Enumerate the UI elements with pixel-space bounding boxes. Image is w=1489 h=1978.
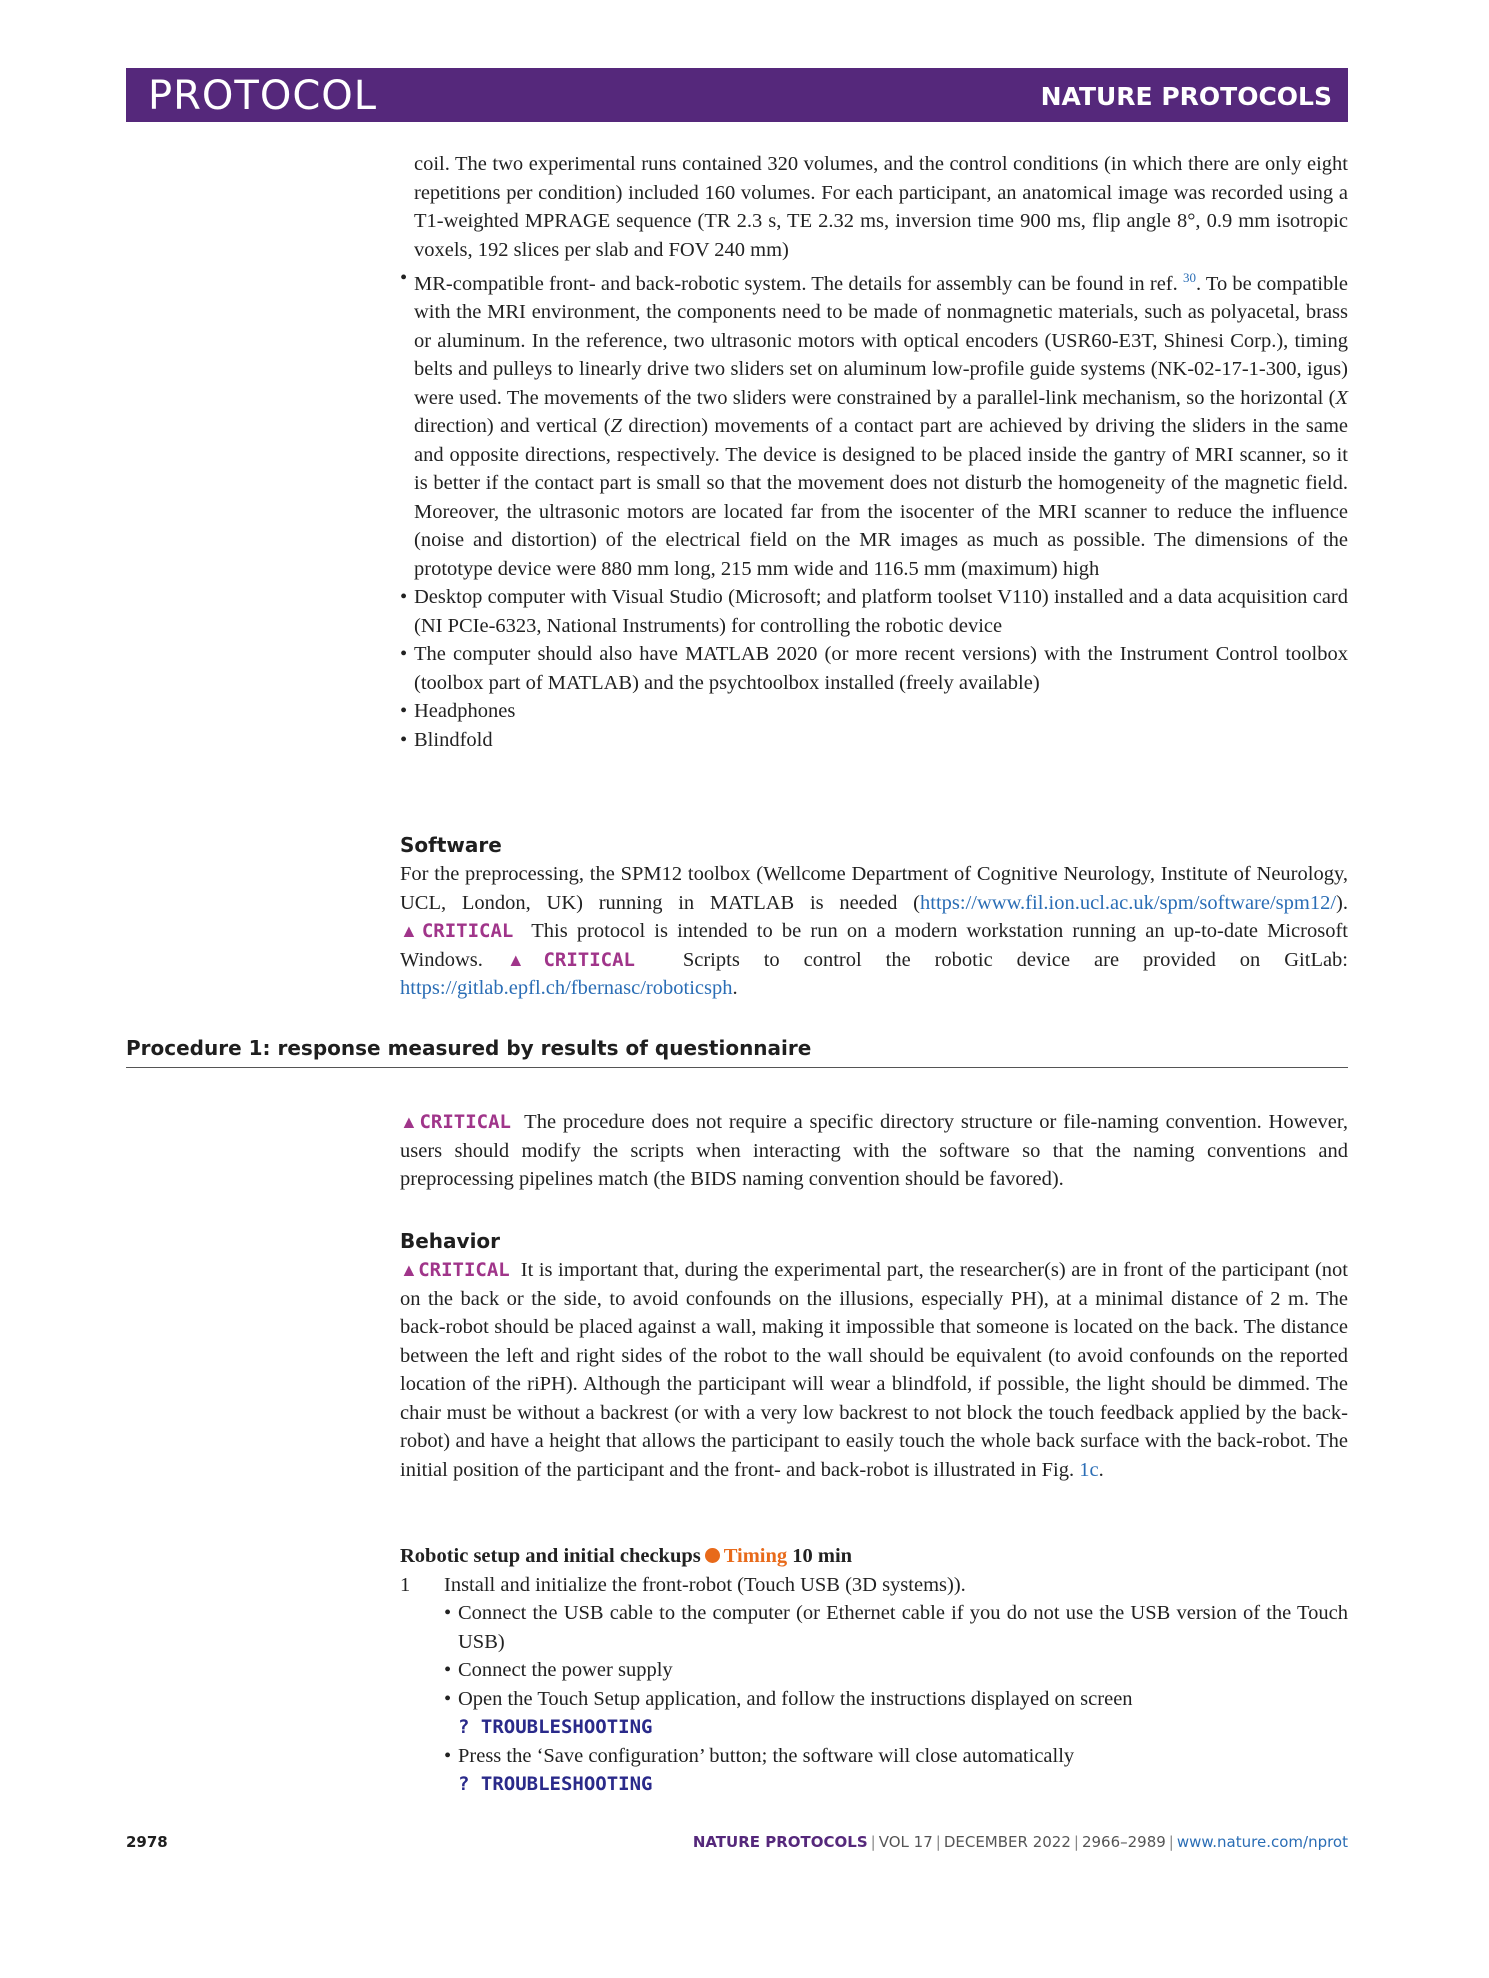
figure-link-1c[interactable]: 1c	[1079, 1458, 1099, 1481]
header-bar	[126, 68, 1348, 122]
robot-text-b: . To be compatible with the MRI environment, the components need to be made of nonmagnetic materials, such as polyacetal, brass or aluminum. In the reference, two ultrasonic motors with optical encoders (USR60-E3T, Shinesi Corp.), timing belts and pulleys to linearly drive two sliders set on aluminum low-profile guide systems (NK-02-17-1-300, igus) were used. The movements of the two sliders were constrained by a parallel-link mechanism, so the horizontal (	[414, 272, 1349, 409]
list-item-blindfold: • Blindfold	[400, 726, 1348, 755]
behavior-paragraph	[400, 1256, 1348, 1484]
timing-value: 10 min	[792, 1545, 853, 1567]
citation-line: NATURE PROTOCOLS | VOL 17 | DECEMBER 2022 | 2966–2989 | www.nature.com/nprot	[692, 1833, 1348, 1851]
section-type-label: PROTOCOL	[148, 73, 378, 119]
critical-label: CRITICAL	[543, 948, 635, 971]
critical-label: CRITICAL	[421, 920, 514, 942]
list-item-headphones: • Headphones	[400, 697, 1348, 726]
robot-text-a: MR-compatible front- and back-robotic system. The details for assembly can be found in ref.	[414, 272, 1178, 295]
software-heading: Software	[400, 833, 502, 857]
footer-volume: VOL 17	[878, 1833, 933, 1851]
procedure-heading: Procedure 1: response measured by results of questionnaire	[126, 1033, 1348, 1068]
step-bullet: • Open the Touch Setup application, and follow the instructions displayed on screen	[400, 1685, 1348, 1714]
page-number: 2978	[126, 1833, 168, 1851]
behavior-text-a: It is important that, during the experimental part, the researcher(s) are in front of the participant (not on the back or the side, to avoid confounds on the illusions, especially PH), at a minimal distance of 2 m. The back-robot should be placed against a wall, making it impossible that someone is located on the back. The distance between the left and right sides of the robot to the wall should be equivalent (to avoid confounds on the reported location of the riPH). Although the participant will wear a blindfold, if possible, the light should be dimmed. The chair must be without a backrest (or with a very low backrest to not block the touch feedback applied by the back-robot) and have a height that allows the participant to easily touch the whole back surface with the back-robot. The initial position of the participant and the front- and back-robot is illustrated in Fig.	[400, 1259, 1348, 1481]
troubleshooting-link[interactable]: ? TROUBLESHOOTING	[458, 1716, 653, 1738]
behavior-text-b: .	[1098, 1458, 1104, 1481]
footer-journal: NATURE PROTOCOLS	[692, 1833, 868, 1851]
critical-label: CRITICAL	[418, 1259, 510, 1281]
behavior-heading: Behavior	[400, 1229, 501, 1253]
critical-triangle-icon: ▲	[400, 921, 422, 941]
procedure-intro	[400, 1108, 1348, 1194]
step-bullet: • Connect the power supply	[400, 1656, 1348, 1685]
footer-pages: 2966–2989	[1081, 1833, 1166, 1851]
timing-label: Timing	[723, 1545, 788, 1567]
journal-header-label: NATURE PROTOCOLS	[1040, 82, 1332, 111]
robot-x-label: X	[1335, 386, 1348, 409]
paragraph-coil: coil. The two experimental runs contained 320 volumes, and the control conditions (in which there are only eight repetitions per condition) included 160 volumes. For each participant, an anatomical image was recorded using a T1-weighted MPRAGE sequence (TR 2.3 s, TE 2.32 ms, inversion time 900 ms, flip angle 8°, 0.9 mm isotropic voxels, 192 slices per slab and FOV 240 mm)	[414, 153, 1348, 261]
robotic-setup-title: Robotic setup and initial checkups	[400, 1545, 701, 1567]
procedure-intro-paragraph	[400, 1108, 1348, 1194]
page-footer	[126, 1830, 1348, 1854]
software-section	[400, 830, 1348, 1003]
spm12-link[interactable]: https://www.fil.ion.ucl.ac.uk/spm/software/spm12/	[920, 891, 1337, 914]
critical-triangle-icon: ▲	[506, 949, 544, 970]
procedure-intro-text: The procedure does not require a specific directory structure or file-naming convention. However, users should modify the scripts when interacting with the software so that the naming conventions and preprocessing pipelines match (the BIDS naming convention should be favored).	[400, 1111, 1348, 1190]
list-item-desktop: • Desktop computer with Visual Studio (Microsoft; and platform toolset V110) installed and a data acquisition card (NI PCIe-6323, National Instruments) for controlling the robotic device	[400, 583, 1348, 640]
timing-dot-icon	[705, 1548, 720, 1563]
robotic-setup-section	[400, 1542, 1348, 1799]
step-bullet: • Connect the USB cable to the computer (or Ethernet cable if you do not use the USB version of the Touch USB)	[400, 1599, 1348, 1656]
step-1	[400, 1571, 1348, 1600]
robotic-setup-heading	[400, 1542, 1348, 1571]
step-bullet: • Press the ‘Save configuration’ button; the software will close automatically	[400, 1742, 1348, 1771]
ref-link-30[interactable]: 30	[1182, 270, 1196, 285]
equipment-section	[400, 150, 1348, 754]
footer-date: DECEMBER 2022	[943, 1833, 1071, 1851]
robot-text-c: direction) and vertical (	[414, 415, 611, 438]
software-paragraph	[400, 860, 1348, 1003]
critical-label: CRITICAL	[419, 1111, 511, 1133]
software-text-c: This protocol is intended to be run on a modern workstation running an up-to-date Microsoft Windows.	[400, 920, 1348, 971]
robot-z-label: Z	[610, 415, 623, 438]
robot-text-d: direction) movements of a contact part are achieved by driving the sliders in the same and opposite directions, respectively. The device is designed to be placed inside the gantry of MRI scanner, so it is better if the contact part is small so that the movement does not disturb the homogeneity of the magnetic field. Moreover, the ultrasonic motors are located far from the isocenter of the MRI scanner to reduce the influence (noise and distortion) of the electrical field on the MR images as much as possible. The dimensions of the prototype device were 880 mm long, 215 mm wide and 116.5 mm (maximum) high	[414, 415, 1349, 580]
footer-url-link[interactable]: www.nature.com/nprot	[1176, 1833, 1348, 1851]
troubleshooting-link[interactable]: ? TROUBLESHOOTING	[458, 1773, 653, 1795]
software-text-a: For the preprocessing, the SPM12 toolbox (Wellcome Department of Cognitive Neurology, Institute of Neurology, UCL, London, UK) running in MATLAB is needed (	[400, 863, 1348, 914]
step-text: Install and initialize the front-robot (Touch USB (3D systems)).	[444, 1573, 966, 1596]
behavior-section	[400, 1226, 1348, 1484]
critical-triangle-icon: ▲	[400, 1112, 420, 1132]
critical-triangle-icon: ▲	[400, 1260, 419, 1280]
step-number: 1	[400, 1573, 411, 1596]
list-item-matlab: • The computer should also have MATLAB 2020 (or more recent versions) with the Instrument Control toolbox (toolbox part of MATLAB) and the psychtoolbox installed (freely available)	[400, 640, 1348, 697]
list-item-robot	[400, 264, 1348, 583]
software-text-e: .	[732, 977, 738, 999]
gitlab-link[interactable]: https://gitlab.epfl.ch/fbernasc/roboticsph	[400, 977, 733, 999]
software-text-b: ).	[1336, 891, 1348, 914]
software-text-d: Scripts to control the robotic device are provided on GitLab:	[682, 948, 1349, 971]
